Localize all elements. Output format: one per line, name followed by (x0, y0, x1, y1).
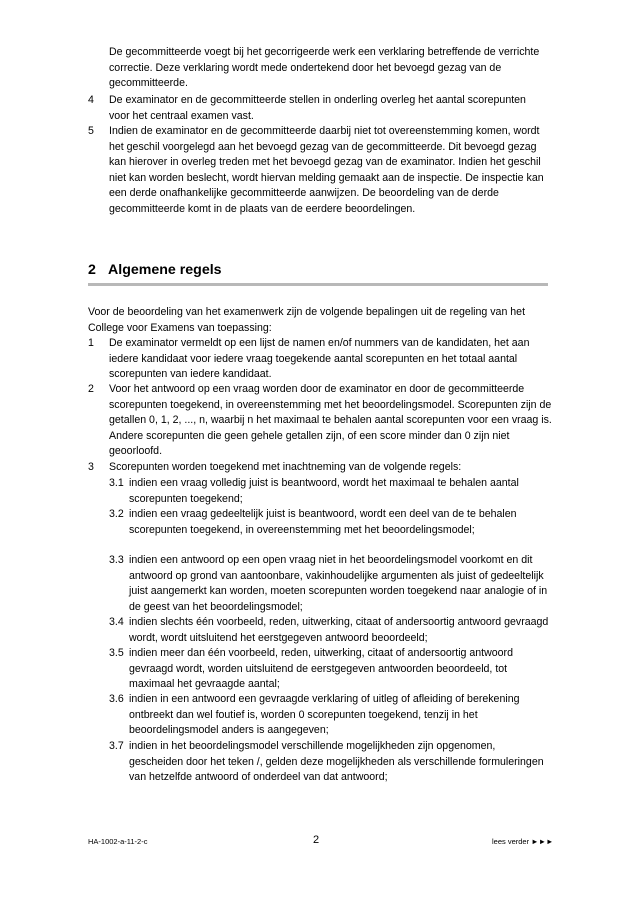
subrule-text: indien slechts één voorbeeld, reden, uitwerking, citaat of andersoortig antwoord gevraagd wordt, wordt uitsluitend het eerstgegeven antwoord beoordeeld; (129, 616, 549, 644)
item-number: 5 (88, 125, 94, 137)
subrule-text: indien een vraag volledig juist is beantwoord, wordt het maximaal te behalen aantal scorepunten toegekend; (129, 477, 519, 505)
subrule-text: indien meer dan één voorbeeld, reden, uitwerking, citaat of andersoortig antwoord gevraagd wordt, worden uitsluitend de eerstgegeven antwoorden beoordeeld, tot maximaal het gevraagde aantal; (129, 647, 513, 690)
footer-code: HA-1002-a-11-2-c (88, 837, 148, 846)
item-text: De examinator en de gecommitteerde stellen in onderling overleg het aantal scorepunten voor het centraal examen vast. (109, 94, 526, 122)
rule-number: 3 (88, 461, 94, 473)
section-heading (88, 262, 222, 278)
section-divider (88, 283, 548, 286)
subrule-text: indien een antwoord op een open vraag niet in het beoordelingsmodel voorkomt en dit antwoord op grond van aantoonbare, vakinhoudelijke argumenten als juist of gedeeltelijk juist aangemerkt kan worden, moeten scorepunten worden toegekend naar analogie of in de geest van het beoordelingsmodel; (129, 554, 548, 613)
section-intro: Voor de beoordeling van het examenwerk zijn de volgende bepalingen uit de regeling van het College voor Examens van toepassing: (88, 306, 526, 334)
subrule-number: 3.6 (109, 693, 124, 705)
rule-text: Scorepunten worden toegekend met inachtneming van de volgende regels: (109, 461, 462, 473)
item-text: Indien de examinator en de gecommitteerde daarbij niet tot overeenstemming komen, wordt het geschil voorgelegd aan het bevoegd gezag van de gecommitteerde. Dit bevoegd gezag kan hierover in overleg treden met het bevoegd gezag van de examinator. Indien het geschil niet kan worden beslecht, wordt hiervan melding gemaakt aan de inspectie. De inspectie kan een derde onafhankelijke gecommitteerde aanwijzen. De beoordeling van de derde gecommitteerde komt in de plaats van de eerdere beoordelingen. (109, 125, 544, 215)
subrule-number: 3.3 (109, 554, 124, 566)
subrule-text: indien een vraag gedeeltelijk juist is beantwoord, wordt een deel van de te behalen scorepunten toegekend, in overeenstemming met het beoordelingsmodel; (129, 508, 517, 536)
section-number: 2 (88, 262, 96, 278)
subrule-text: indien in het beoordelingsmodel verschillende mogelijkheden zijn opgenomen, gescheiden door het teken /, gelden deze mogelijkheden als verschillende formuleringen van hetzelfde antwoord of onderdeel van dat antwoord; (129, 740, 544, 783)
subrule-text: indien in een antwoord een gevraagde verklaring of uitleg of afleiding of berekening ontbreekt dan wel foutief is, worden 0 scorepunten toegekend, tenzij in het beoordelingsmodel anders is aangegeven; (129, 693, 520, 736)
intro-continuation: De gecommitteerde voegt bij het gecorrigeerde werk een verklaring betreffende de verrichte correctie. Deze verklaring wordt mede ondertekend door het bevoegd gezag van de gecommitteerde. (109, 46, 540, 89)
rule-text: De examinator vermeldt op een lijst de namen en/of nummers van de kandidaten, het aan iedere kandidaat voor iedere vraag toegekende aantal scorepunten en het totaal aantal scorepunten van iedere kandidaat. (109, 337, 530, 380)
section-title: Algemene regels (108, 262, 222, 278)
subrule-number: 3.5 (109, 647, 124, 659)
subrule-number: 3.7 (109, 740, 124, 752)
footer-page-number: 2 (313, 834, 320, 846)
item-number: 4 (88, 94, 94, 106)
rule-text: Voor het antwoord op een vraag worden door de examinator en door de gecommitteerde scorepunten toegekend, in overeenstemming met het beoordelingsmodel. Scorepunten zijn de getallen 0, 1, 2, ..., n, waarbij n het maximaal te behalen aantal scorepunten voor een vraag is. Andere scorepunten die geen gehele getallen zijn, of een score minder dan 0 zijn niet geoorloofd. (109, 383, 552, 457)
subrule-number: 3.1 (109, 477, 124, 489)
subrule-number: 3.4 (109, 616, 124, 628)
subrule-number: 3.2 (109, 508, 124, 520)
footer-continue: lees verder ►►► (492, 837, 554, 846)
rule-number: 2 (88, 383, 94, 395)
rule-number: 1 (88, 337, 94, 349)
